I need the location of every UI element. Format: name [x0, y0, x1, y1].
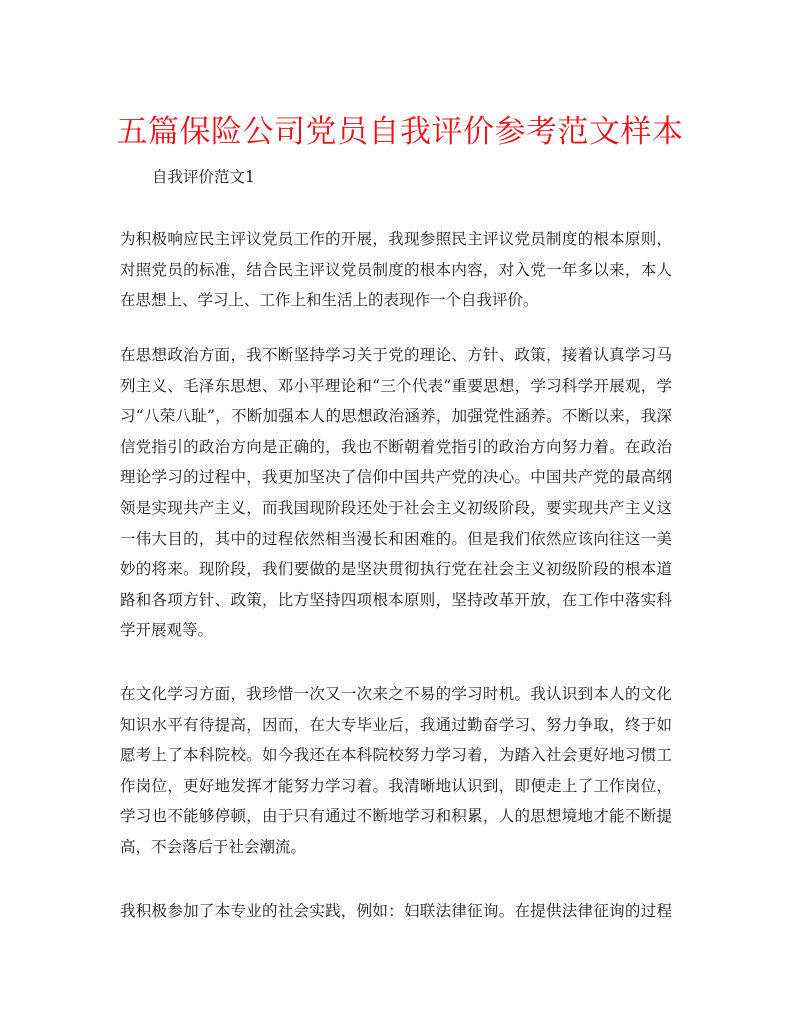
text-line: 我积极参加了本专业的社会实践，例如：妇联法律征询。在提供法律征询的过程 — [120, 902, 672, 920]
paragraph-political — [120, 340, 672, 646]
text-line: 知识水平有待提高，因而，在大专毕业后，我通过勤奋学习、努力争取，终于如 — [120, 715, 672, 734]
text-line: 信党指引的政治方向是正确的，我也不断朝着党指引的政治方向努力着。在政治 — [120, 437, 672, 456]
text-line: 学开展观等。 — [120, 621, 214, 640]
text-line: 习“八荣八耻”，不断加强本人的思想政治涵养，加强党性涵养。不断以来，我深 — [120, 407, 672, 426]
text-line: 妙的将来。现阶段，我们要做的是坚决贯彻执行党在社会主义初级阶段的根本道 — [120, 560, 672, 579]
text-line: 理论学习的过程中，我更加坚决了信仰中国共产党的决心。中国共产党的最高纲 — [120, 468, 672, 487]
text-line: 在思想上、学习上、工作上和生活上的表现作一个自我评价。 — [120, 291, 539, 310]
text-line: 列主义、毛泽东思想、邓小平理论和“三个代表”重要思想，学习科学开展观，学 — [120, 376, 672, 395]
paragraph-practice — [120, 896, 672, 927]
text-line: 为积极响应民主评议党员工作的开展，我现参照民主评议党员制度的根本原则， — [120, 230, 672, 248]
text-line: 路和各项方针、政策，比方坚持四项根本原则，坚持改革开放，在工作中落实科 — [120, 590, 672, 609]
text-line: 在思想政治方面，我不断坚持学习关于党的理论、方针、政策，接着认真学习马 — [120, 346, 672, 364]
document-title: 五篇保险公司党员自我评价参考范文样本 — [116, 114, 684, 150]
document-subtitle: 自我评价范文1 — [152, 168, 255, 186]
paragraph-intro — [120, 224, 672, 316]
paragraph-study — [120, 679, 672, 863]
text-line: 对照党员的标准，结合民主评议党员制度的根本内容，对入党一年多以来，本人 — [120, 260, 672, 279]
text-line: 在文化学习方面，我珍惜一次又一次来之不易的学习时机。我认识到本人的文化 — [120, 685, 672, 703]
text-line: 领是实现共产主义，而我国现阶段还处于社会主义初级阶段，要实现共产主义这 — [120, 498, 672, 517]
text-line: 高，不会落后于社会潮流。 — [120, 837, 307, 856]
text-line: 学习也不能够停顿，由于只有通过不断地学习和积累，人的思想境地才能不断提 — [120, 807, 672, 826]
text-line: 作岗位，更好地发挥才能努力学习着。我清晰地认识到，即便走上了工作岗位， — [120, 776, 672, 795]
text-line: 愿考上了本科院校。如今我还在本科院校努力学习着，为踏入社会更好地习惯工 — [120, 746, 672, 765]
text-line: 一伟大目的，其中的过程依然相当漫长和困难的。但是我们依然应该向往这一美 — [120, 529, 672, 548]
